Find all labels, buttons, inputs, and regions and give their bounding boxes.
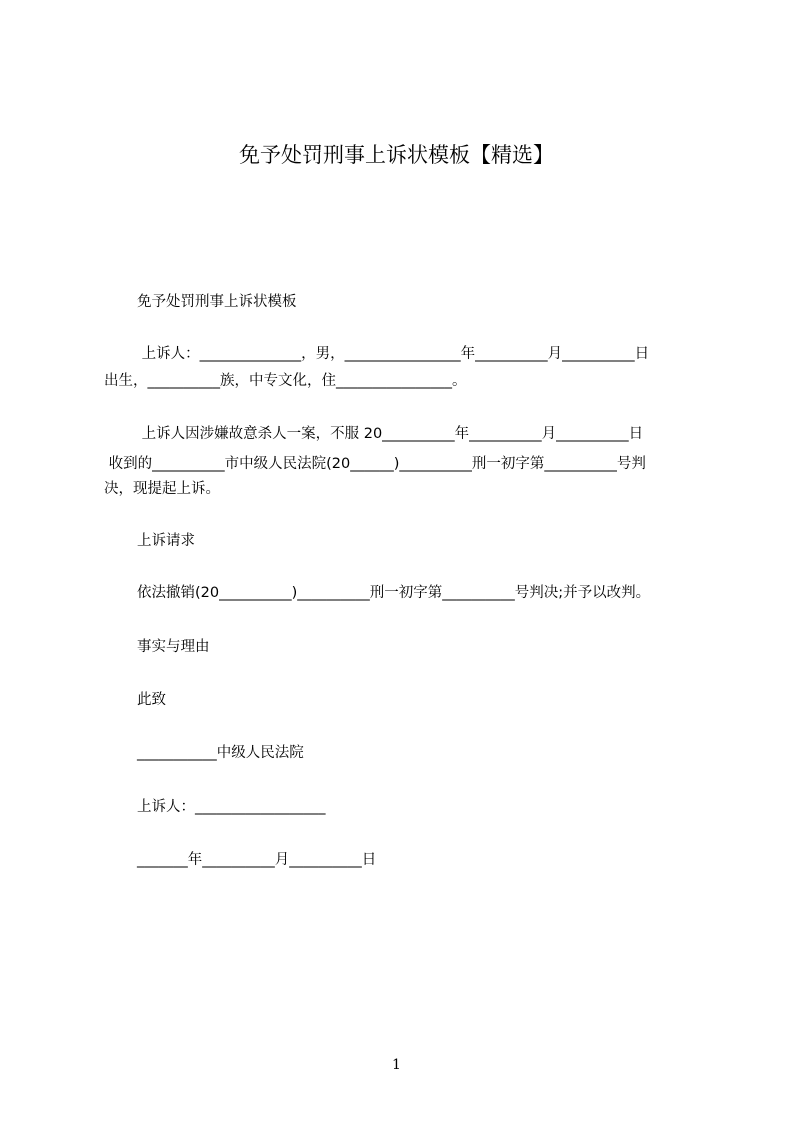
closing-text: 此致 [137, 692, 166, 708]
facts-heading: 事实与理由 [137, 639, 210, 655]
document-title: 免予处罚刑事上诉状模板【精选】 [239, 143, 554, 167]
court-line: ___________中级人民法院 [137, 745, 304, 761]
case-line-2: 收到的__________市中级人民法院(20______)__________刑一初字第__________号判 [104, 456, 646, 472]
appellant-line-2: 出生，__________族，中专文化，住________________。 [104, 373, 467, 389]
request-heading: 上诉请求 [137, 533, 195, 549]
signature-line: 上诉人：__________________ [137, 799, 326, 815]
date-line: _______年__________月__________日 [137, 852, 377, 868]
appellant-line-1: 上诉人：______________，男，________________年__________月__________日 [137, 346, 650, 362]
case-line-1: 上诉人因涉嫌故意杀人一案，不服 20__________年__________月__________日 [137, 426, 644, 442]
document-heading: 免予处罚刑事上诉状模板 [137, 294, 297, 310]
page-number: 1 [392, 1057, 401, 1073]
case-line-3: 决，现提起上诉。 [104, 481, 220, 497]
request-text: 依法撤销(20__________)__________刑一初字第__________号判决;并予以改判。 [137, 585, 651, 601]
